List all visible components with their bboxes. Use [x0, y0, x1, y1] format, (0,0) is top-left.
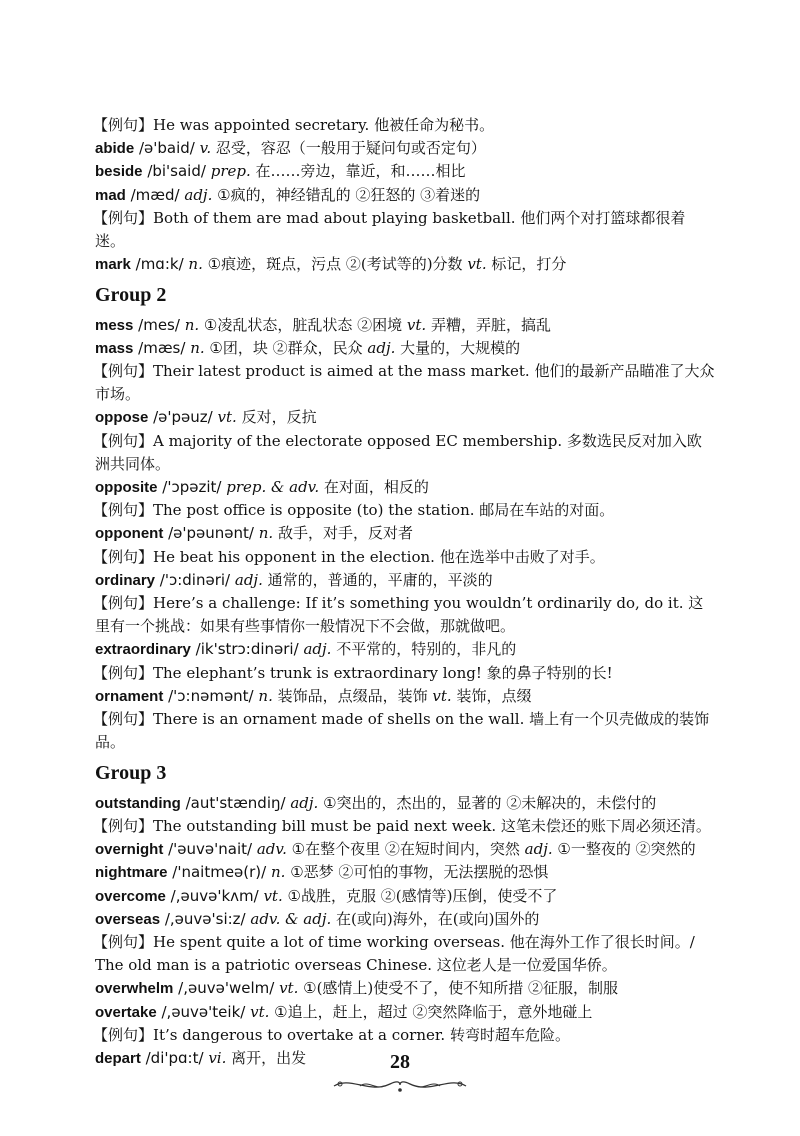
vocab-entry — [95, 253, 715, 276]
vocab-entry — [95, 137, 715, 160]
phonetic: /ik'strɔ:dinəri/ — [195, 640, 299, 659]
example-tag: 【例句】 — [93, 431, 154, 450]
vocab-entry — [95, 522, 715, 545]
phonetic: /,əuvə'teik/ — [161, 1002, 246, 1021]
phonetic: /ə'pəuz/ — [153, 408, 213, 427]
example-text: The elephant’s trunk is extraordinary long! 象的鼻子特别的长! — [153, 663, 613, 682]
definition-2: 大量的，大规模的 — [400, 338, 521, 357]
example-tag: 【例句】 — [93, 816, 154, 835]
part-of-speech-2: vt. — [467, 255, 487, 274]
phonetic: /mes/ — [138, 315, 180, 334]
example-tag: 【例句】 — [93, 362, 154, 381]
definition-2: 弄糟，弄脏，搞乱 — [430, 315, 551, 334]
phonetic: /'naitmeə(r)/ — [172, 863, 267, 882]
headword: overnight — [95, 841, 164, 859]
phonetic: /mɑ:k/ — [135, 255, 184, 274]
example-tag: 【例句】 — [93, 932, 154, 951]
example-tag: 【例句】 — [93, 663, 154, 682]
phonetic: /'əuvə'nait/ — [168, 840, 253, 859]
vocab-entry — [95, 638, 715, 661]
vocab-entry — [95, 792, 715, 815]
part-of-speech: n. — [190, 338, 205, 357]
example-tag: 【例句】 — [93, 594, 154, 613]
definition: ①团，块 ②群众，民众 — [209, 338, 363, 357]
vocabulary-list — [93, 114, 715, 1073]
example-text: The post office is opposite (to) the station. 邮局在车站的对面。 — [153, 501, 615, 520]
example-tag: 【例句】 — [93, 547, 154, 566]
part-of-speech: n. — [258, 686, 273, 705]
vocab-entry — [95, 1001, 715, 1024]
definition: ①痕迹，斑点，污点 ②(考试等的)分数 — [207, 255, 463, 274]
definition: 在对面，相反的 — [323, 478, 429, 497]
part-of-speech: n. — [258, 524, 274, 543]
vocab-entry — [95, 908, 715, 931]
part-of-speech: v. — [199, 139, 212, 158]
definition: ①突出的，杰出的，显著的 ②未解决的，未偿付的 — [323, 793, 657, 812]
vocab-entry — [95, 476, 715, 499]
phonetic: /mæd/ — [130, 185, 180, 204]
example-tag: 【例句】 — [93, 501, 154, 520]
example-text: Both of them are mad about playing basketball. 他们两个对打篮球都很着迷。 — [95, 208, 686, 251]
part-of-speech: adj. — [290, 793, 319, 812]
example-sentence — [95, 708, 715, 754]
headword: mark — [95, 256, 131, 274]
phonetic: /'ɔ:dinəri/ — [159, 570, 231, 589]
phonetic: /,əuvə'welm/ — [178, 979, 275, 998]
headword: extraordinary — [95, 641, 191, 659]
example-text: Here’s a challenge: If it’s something you wouldn’t ordinarily do, do it. 这里有一个挑战：如果有些事情你一般情况下不会做，那就做吧。 — [95, 594, 704, 636]
part-of-speech: adv. — [256, 840, 287, 859]
example-text: He beat his opponent in the election. 他在选举中击败了对手。 — [153, 547, 605, 566]
headword: depart — [95, 1049, 141, 1067]
headword: oppose — [95, 409, 149, 427]
definition: 通常的，普通的，平庸的，平淡的 — [267, 570, 493, 589]
part-of-speech: prep. & adv. — [226, 478, 320, 497]
vocab-entry — [95, 685, 715, 708]
definition: 在……旁边，靠近，和……相比 — [255, 162, 466, 181]
phonetic: /ə'pəunənt/ — [168, 524, 254, 543]
part-of-speech: n. — [188, 255, 203, 274]
phonetic: /,əuvə'si:z/ — [164, 909, 246, 928]
part-of-speech-2: vt. — [432, 686, 452, 705]
vocab-entry — [95, 406, 715, 429]
vocab-entry — [95, 885, 715, 908]
example-text: He spent quite a lot of time working overseas. 他在海外工作了很长时间。/ The old man is a patriotic overseas Chinese. 这位老人是一位爱国华侨。 — [95, 932, 695, 975]
headword: nightmare — [95, 864, 168, 882]
vocab-entry — [95, 337, 715, 360]
phonetic: /'ɔpəzit/ — [162, 478, 222, 497]
part-of-speech: adj. — [184, 185, 213, 204]
part-of-speech: vt. — [217, 408, 237, 427]
example-text: He was appointed secretary. 他被任命为秘书。 — [153, 116, 495, 134]
footer-ornament-icon — [330, 1074, 470, 1096]
definition: ①恶梦 ②可怕的事物，无法摆脱的恐惧 — [290, 863, 549, 882]
example-tag: 【例句】 — [93, 710, 154, 729]
phonetic: /ə'baid/ — [138, 139, 195, 158]
headword: beside — [95, 163, 143, 181]
headword: mad — [95, 186, 126, 204]
vocab-entry — [95, 314, 715, 337]
definition-2: 装饰，点缀 — [456, 686, 532, 705]
example-text: The outstanding bill must be paid next week. 这笔未偿还的账下周必须还清。 — [153, 816, 711, 835]
definition: 反对，反抗 — [241, 408, 317, 427]
example-sentence — [95, 114, 715, 137]
definition: 在(或向)海外，在(或向)国外的 — [336, 909, 540, 928]
headword: mess — [95, 316, 134, 334]
phonetic: /bi'said/ — [147, 162, 206, 181]
headword: opposite — [95, 479, 158, 497]
headword: mass — [95, 339, 134, 357]
group-heading: Group 2 — [95, 284, 167, 307]
example-sentence — [95, 546, 715, 569]
part-of-speech: n. — [184, 315, 200, 334]
part-of-speech: adv. & adj. — [250, 909, 332, 928]
definition: 忍受，容忍（一般用于疑问句或否定句） — [215, 139, 486, 158]
part-of-speech: vt. — [250, 1002, 270, 1021]
example-sentence — [95, 499, 715, 522]
example-sentence — [95, 931, 715, 977]
example-sentence — [95, 592, 715, 638]
part-of-speech-2: adj. — [524, 840, 553, 859]
part-of-speech: prep. — [210, 162, 251, 181]
example-sentence — [95, 1024, 715, 1047]
phonetic: /'ɔ:nəmənt/ — [168, 686, 254, 705]
headword: overwhelm — [95, 980, 174, 998]
phonetic: /aut'stændiŋ/ — [185, 793, 286, 812]
headword: outstanding — [95, 794, 181, 812]
example-text: There is an ornament made of shells on the wall. 墙上有一个贝壳做成的装饰品。 — [95, 710, 710, 752]
vocab-entry — [95, 838, 715, 861]
example-sentence — [95, 430, 715, 476]
page-number: 28 — [390, 1051, 410, 1073]
definition: 不平常的，特别的，非凡的 — [336, 640, 517, 659]
headword: opponent — [95, 525, 164, 543]
definition: ①战胜，克服 ②(感情等)压倒，使受不了 — [287, 886, 558, 905]
headword: overtake — [95, 1003, 157, 1021]
vocab-entry — [95, 569, 715, 592]
part-of-speech: vt. — [263, 886, 283, 905]
definition: ①凌乱状态，脏乱状态 ②困境 — [203, 315, 403, 334]
page-footer — [0, 1049, 800, 1112]
phonetic: /mæs/ — [138, 338, 186, 357]
example-text: Their latest product is aimed at the mass market. 他们的最新产品瞄准了大众市场。 — [95, 362, 715, 404]
definition: ①追上，赶上，超过 ②突然降临于，意外地碰上 — [274, 1002, 593, 1021]
example-text: It’s dangerous to overtake at a corner. 转弯时超车危险。 — [153, 1025, 570, 1044]
part-of-speech: n. — [271, 863, 286, 882]
vocab-entry — [95, 184, 715, 207]
example-tag: 【例句】 — [93, 1025, 154, 1044]
vocab-entry — [95, 160, 715, 183]
headword: ordinary — [95, 571, 156, 589]
example-text: A majority of the electorate opposed EC membership. 多数选民反对加入欧洲共同体。 — [95, 431, 702, 473]
definition: ①(感情上)使受不了，使不知所措 ②征服，制服 — [303, 979, 619, 998]
headword: overseas — [95, 910, 161, 928]
definition: ①疯的，神经错乱的 ②狂怒的 ③着迷的 — [217, 185, 481, 204]
example-sentence — [95, 662, 715, 685]
vocab-entry — [95, 861, 715, 884]
definition: ①在整个夜里 ②在短时间内，突然 — [291, 840, 520, 859]
example-tag: 【例句】 — [93, 116, 154, 134]
part-of-speech-2: adj. — [367, 338, 396, 357]
part-of-speech: adj. — [303, 640, 332, 659]
phonetic: /,əuvə'kʌm/ — [170, 886, 259, 905]
part-of-speech: vt. — [279, 979, 299, 998]
headword: ornament — [95, 687, 164, 705]
definition: 离开，出发 — [231, 1048, 307, 1067]
definition: 敌手，对手，反对者 — [277, 524, 413, 543]
part-of-speech-2: vt. — [406, 315, 427, 334]
headword: abide — [95, 140, 135, 158]
phonetic: /di'pɑ:t/ — [145, 1048, 204, 1067]
headword: overcome — [95, 887, 166, 905]
group-heading: Group 3 — [95, 762, 167, 785]
vocab-entry — [95, 977, 715, 1000]
part-of-speech: vi. — [208, 1048, 227, 1067]
definition-2: 标记，打分 — [491, 255, 567, 274]
example-sentence — [95, 815, 715, 838]
example-sentence — [95, 360, 715, 406]
definition: 装饰品，点缀品，装饰 — [277, 686, 428, 705]
part-of-speech: adj. — [234, 570, 263, 589]
example-tag: 【例句】 — [93, 208, 154, 227]
example-sentence — [95, 207, 715, 253]
definition-2: ①一整夜的 ②突然的 — [557, 840, 696, 859]
